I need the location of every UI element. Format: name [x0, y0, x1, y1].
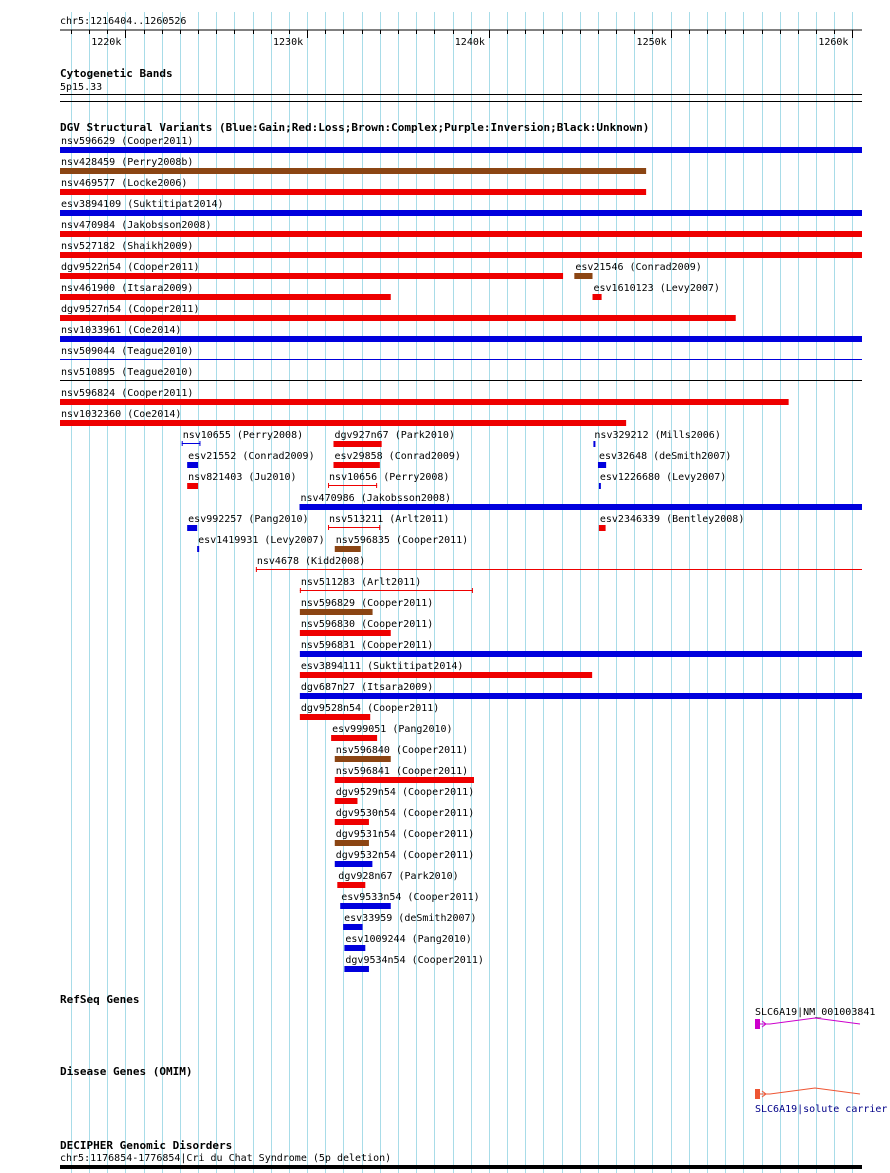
dgv-feature-label[interactable]: esv2346339 (Bentley2008)	[599, 514, 745, 525]
dgv-feature-bar[interactable]	[599, 525, 606, 531]
dgv-feature-label[interactable]: nsv469577 (Locke2006)	[61, 178, 188, 189]
dgv-feature-bar[interactable]	[344, 945, 365, 951]
dgv-feature-bar[interactable]	[60, 210, 862, 216]
ruler-tick-label: 1250k	[636, 37, 667, 48]
dgv-feature-label[interactable]: nsv428459 (Perry2008b)	[61, 157, 194, 168]
cytoband-track-title: Cytogenetic Bands	[60, 67, 173, 80]
dgv-feature-label[interactable]: esv21546 (Conrad2009)	[575, 262, 702, 273]
refseq-gene-intron[interactable]	[760, 1018, 860, 1024]
dgv-feature[interactable]	[344, 955, 483, 972]
dgv-feature[interactable]	[328, 514, 449, 530]
dgv-feature-bar[interactable]	[335, 756, 391, 762]
dgv-feature[interactable]	[300, 577, 473, 593]
dgv-feature-bar[interactable]	[60, 315, 736, 321]
dgv-feature[interactable]	[328, 472, 449, 488]
dgv-feature-label[interactable]: esv1226680 (Levy2007)	[599, 472, 727, 483]
omim-gene-exon[interactable]	[755, 1089, 760, 1099]
dgv-feature[interactable]	[335, 766, 474, 783]
dgv-feature-bar[interactable]	[300, 630, 391, 636]
dgv-feature-bar[interactable]	[335, 819, 369, 825]
dgv-feature[interactable]	[187, 451, 314, 468]
dgv-feature-label[interactable]: nsv596830 (Cooper2011)	[300, 619, 434, 630]
dgv-feature-bar[interactable]	[344, 966, 369, 972]
decipher-entry-label[interactable]: chr5:1176854-1776854|Cri du Chat Syndrome (5p deletion)	[60, 1153, 392, 1164]
dgv-feature-label[interactable]: dgv9528n54 (Cooper2011)	[300, 703, 440, 714]
dgv-feature[interactable]	[187, 514, 308, 531]
dgv-feature-bar[interactable]	[60, 399, 789, 405]
dgv-feature-bar[interactable]	[335, 777, 474, 783]
dgv-feature-bar[interactable]	[335, 798, 358, 804]
ruler-tick-label: 1260k	[818, 37, 849, 48]
dgv-feature-bar[interactable]	[300, 714, 370, 720]
refseq-track-title: RefSeq Genes	[60, 993, 140, 1006]
dgv-feature-label[interactable]: esv3894109 (Suktitipat2014)	[61, 199, 224, 210]
dgv-feature-label[interactable]: nsv461900 (Itsara2009)	[61, 283, 194, 294]
dgv-feature-label[interactable]: dgv9529n54 (Cooper2011)	[335, 787, 475, 798]
dgv-feature-label[interactable]: esv992257 (Pang2010)	[188, 514, 309, 525]
dgv-feature[interactable]	[300, 619, 433, 636]
dgv-feature-bar[interactable]	[331, 735, 377, 741]
dgv-feature[interactable]	[340, 892, 479, 909]
dgv-feature-label[interactable]: nsv10656 (Perry2008)	[329, 472, 450, 483]
dgv-feature-label[interactable]: nsv596841 (Cooper2011)	[335, 766, 469, 777]
omim-track[interactable]	[60, 1065, 887, 1115]
dgv-feature-bar[interactable]	[60, 189, 646, 195]
dgv-feature-bar[interactable]	[333, 462, 379, 468]
dgv-track-title: DGV Structural Variants (Blue:Gain;Red:Loss;Brown:Complex;Purple:Inversion;Black:Unknown)	[60, 121, 650, 134]
dgv-feature[interactable]	[593, 283, 720, 300]
dgv-feature[interactable]	[333, 451, 460, 468]
dgv-feature-bar[interactable]	[60, 147, 862, 153]
dgv-feature-bar[interactable]	[60, 231, 862, 237]
dgv-feature-label[interactable]: nsv511283 (Arlt2011)	[300, 577, 422, 588]
dgv-feature-bar[interactable]	[187, 462, 198, 468]
dgv-feature-bar[interactable]	[60, 168, 646, 174]
refseq-track[interactable]	[60, 993, 875, 1029]
dgv-feature-bar[interactable]	[343, 924, 362, 930]
dgv-feature[interactable]	[343, 913, 476, 930]
dgv-feature-bar[interactable]	[300, 693, 862, 699]
dgv-feature-bar[interactable]	[60, 294, 391, 300]
dgv-feature-bar[interactable]	[598, 462, 606, 468]
dgv-feature-label[interactable]: dgv9522n54 (Cooper2011)	[61, 262, 200, 273]
dgv-feature-label[interactable]: esv1009244 (Pang2010)	[345, 934, 472, 945]
dgv-feature-bar[interactable]	[593, 294, 602, 300]
dgv-feature-label[interactable]: nsv329212 (Mills2006)	[594, 430, 721, 441]
dgv-feature-bar[interactable]	[60, 252, 862, 258]
ruler-tick-label: 1230k	[273, 37, 304, 48]
dgv-feature-bar[interactable]	[340, 903, 391, 909]
dgv-feature-bar[interactable]	[337, 882, 365, 888]
dgv-feature-label[interactable]: nsv527182 (Shaikh2009)	[61, 241, 194, 252]
dgv-feature-label[interactable]: esv3894111 (Suktitipat2014)	[300, 661, 464, 672]
dgv-feature-label[interactable]: nsv1033961 (Coe2014)	[61, 325, 182, 336]
dgv-feature-label[interactable]: dgv687n27 (Itsara2009)	[300, 682, 434, 693]
dgv-feature-bar[interactable]	[300, 609, 373, 615]
dgv-feature-label[interactable]: nsv821403 (Ju2010)	[188, 472, 297, 483]
dgv-feature[interactable]	[256, 556, 862, 572]
dgv-feature[interactable]	[60, 241, 862, 258]
dgv-feature[interactable]	[300, 598, 433, 615]
decipher-track-title: DECIPHER Genomic Disorders	[60, 1139, 233, 1152]
dgv-feature-label[interactable]: dgv9527n54 (Cooper2011)	[61, 304, 200, 315]
dgv-feature-label[interactable]: nsv596824 (Cooper2011)	[61, 388, 194, 399]
dgv-feature-label[interactable]: nsv510895 (Teague2010)	[61, 367, 194, 378]
dgv-feature[interactable]	[593, 430, 720, 447]
dgv-feature-label[interactable]: nsv596840 (Cooper2011)	[335, 745, 469, 756]
refseq-gene-label[interactable]: SLC6A19|NM_001003841	[755, 1007, 876, 1018]
dgv-feature[interactable]	[60, 199, 862, 216]
region-label: chr5:1216404..1260526	[60, 16, 187, 27]
dgv-feature-label[interactable]: nsv10655 (Perry2008)	[182, 430, 304, 441]
dgv-feature[interactable]	[598, 451, 731, 468]
dgv-feature-label[interactable]: esv1419931 (Levy2007)	[198, 535, 325, 546]
dgv-feature-label[interactable]: esv9533n54 (Cooper2011)	[341, 892, 480, 903]
dgv-feature[interactable]	[187, 472, 296, 489]
grid-lines	[72, 12, 853, 1173]
dgv-feature-bar[interactable]	[197, 546, 199, 552]
dgv-feature-bar[interactable]	[300, 651, 862, 657]
dgv-feature-bar[interactable]	[599, 483, 601, 489]
dgv-feature-label[interactable]: esv29858 (Conrad2009)	[334, 451, 461, 462]
dgv-feature[interactable]	[60, 220, 862, 237]
dgv-feature[interactable]	[60, 157, 646, 174]
dgv-feature[interactable]	[300, 703, 439, 720]
dgv-feature-bar[interactable]	[300, 672, 592, 678]
dgv-feature-label[interactable]: dgv928n67 (Park2010)	[338, 871, 459, 882]
cytoband-label: 5p15.33	[60, 82, 103, 93]
dgv-feature[interactable]	[300, 661, 592, 678]
dgv-feature-label[interactable]: nsv470986 (Jakobsson2008)	[300, 493, 452, 504]
dgv-feature-label[interactable]: nsv513211 (Arlt2011)	[329, 514, 450, 525]
dgv-feature-label[interactable]: nsv596831 (Cooper2011)	[300, 640, 434, 651]
dgv-feature-label[interactable]: esv32648 (deSmith2007)	[598, 451, 732, 462]
dgv-feature-bar[interactable]	[335, 546, 361, 552]
dgv-feature[interactable]	[60, 325, 862, 342]
dgv-feature-bar[interactable]	[60, 380, 862, 381]
dgv-feature[interactable]	[182, 430, 303, 446]
dgv-feature-label[interactable]: esv1610123 (Levy2007)	[593, 283, 720, 294]
dgv-feature-label[interactable]: esv999051 (Pang2010)	[332, 724, 453, 735]
dgv-feature-bar[interactable]	[299, 504, 862, 510]
dgv-feature-bar[interactable]	[335, 861, 373, 867]
dgv-feature[interactable]	[60, 283, 391, 300]
dgv-feature-label[interactable]: nsv470984 (Jakobsson2008)	[61, 220, 212, 231]
dgv-feature-label[interactable]: dgv9532n54 (Cooper2011)	[335, 850, 475, 861]
dgv-feature-label[interactable]: dgv9531n54 (Cooper2011)	[335, 829, 475, 840]
dgv-feature[interactable]	[333, 430, 454, 447]
omim-gene-intron[interactable]	[760, 1088, 860, 1094]
dgv-feature-label[interactable]: nsv509044 (Teague2010)	[61, 346, 194, 357]
dgv-feature-bar[interactable]	[187, 483, 198, 489]
dgv-feature-label[interactable]: nsv596629 (Cooper2011)	[61, 136, 194, 147]
ruler-tick-label: 1220k	[91, 37, 122, 48]
dgv-feature-bar[interactable]	[60, 420, 626, 426]
dgv-feature-bar[interactable]	[333, 441, 381, 447]
dgv-feature-bar[interactable]	[335, 840, 369, 846]
dgv-feature-bar[interactable]	[187, 525, 197, 531]
dgv-feature-label[interactable]: nsv596835 (Cooper2011)	[335, 535, 469, 546]
dgv-feature-bar[interactable]	[60, 336, 862, 342]
dgv-feature-label[interactable]: dgv9530n54 (Cooper2011)	[335, 808, 475, 819]
dgv-feature-label[interactable]: nsv596829 (Cooper2011)	[300, 598, 434, 609]
dgv-feature-bar[interactable]	[593, 441, 595, 447]
dgv-feature-label[interactable]: esv33959 (deSmith2007)	[344, 913, 477, 924]
omim-track-title: Disease Genes (OMIM)	[60, 1065, 193, 1078]
refseq-gene-exon[interactable]	[755, 1019, 760, 1029]
dgv-feature-bar[interactable]	[60, 273, 563, 279]
dgv-feature-label[interactable]: dgv927n67 (Park2010)	[334, 430, 455, 441]
dgv-feature-bar[interactable]	[574, 273, 592, 279]
omim-gene-label[interactable]: SLC6A19|solute carrier	[755, 1104, 888, 1115]
dgv-feature-label[interactable]: dgv9534n54 (Cooper2011)	[345, 955, 484, 966]
dgv-feature-label[interactable]: nsv4678 (Kidd2008)	[256, 556, 366, 567]
dgv-feature[interactable]	[60, 388, 789, 405]
dgv-feature[interactable]	[335, 535, 468, 552]
dgv-feature[interactable]	[60, 262, 563, 279]
decipher-entry-bar[interactable]	[60, 1165, 862, 1169]
dgv-feature-label[interactable]: esv21552 (Conrad2009)	[188, 451, 315, 462]
dgv-feature[interactable]	[574, 262, 701, 279]
ruler-tick-label: 1240k	[454, 37, 485, 48]
dgv-feature-label[interactable]: nsv1032360 (Coe2014)	[61, 409, 182, 420]
dgv-feature[interactable]	[60, 178, 646, 195]
dgv-feature[interactable]	[60, 136, 862, 153]
dgv-feature-bar[interactable]	[60, 359, 862, 360]
dgv-feature[interactable]	[344, 934, 471, 951]
dgv-feature[interactable]	[335, 745, 468, 762]
